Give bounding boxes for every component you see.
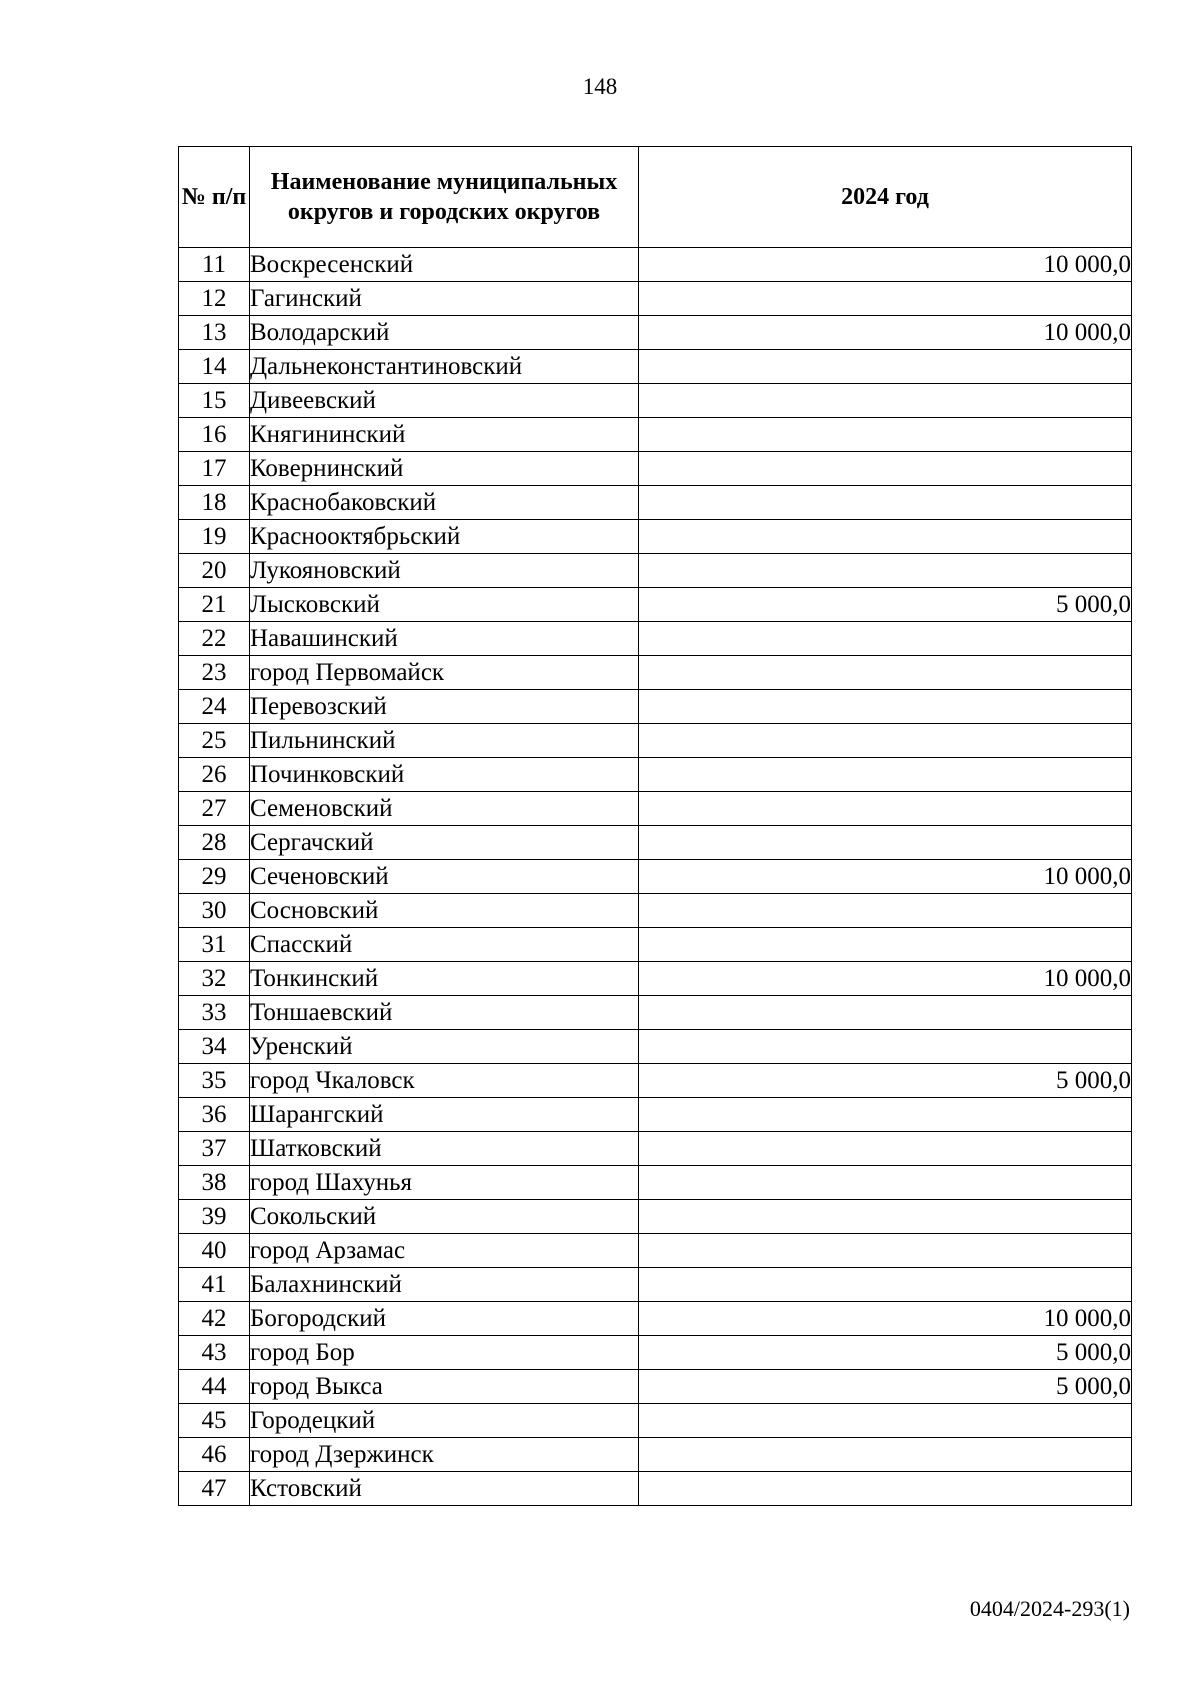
- row-name: Навашинский: [250, 622, 639, 656]
- row-number: 42: [179, 1302, 250, 1336]
- row-value: [639, 724, 1132, 758]
- row-number: 46: [179, 1438, 250, 1472]
- table-row: [179, 1200, 1132, 1234]
- table-row: [179, 656, 1132, 690]
- row-value: [639, 656, 1132, 690]
- row-number: 45: [179, 1404, 250, 1438]
- row-name: город Чкаловск: [250, 1064, 639, 1098]
- table-row: [179, 622, 1132, 656]
- row-name: Сосновский: [250, 894, 639, 928]
- row-number: 43: [179, 1336, 250, 1370]
- row-name: Сокольский: [250, 1200, 639, 1234]
- table-row: [179, 520, 1132, 554]
- row-number: 40: [179, 1234, 250, 1268]
- table-row: [179, 1472, 1132, 1506]
- row-value: [639, 1166, 1132, 1200]
- table-row: [179, 384, 1132, 418]
- row-name: Ковернинский: [250, 452, 639, 486]
- table-row: [179, 1132, 1132, 1166]
- table-row: [179, 1030, 1132, 1064]
- row-name: Дивеевский: [250, 384, 639, 418]
- row-number: 17: [179, 452, 250, 486]
- row-value: [639, 350, 1132, 384]
- table-row: [179, 962, 1132, 996]
- row-name: Гагинский: [250, 282, 639, 316]
- row-value: [639, 1268, 1132, 1302]
- table-row: [179, 724, 1132, 758]
- row-name: Богородский: [250, 1302, 639, 1336]
- row-number: 39: [179, 1200, 250, 1234]
- table-row: [179, 1166, 1132, 1200]
- row-number: 34: [179, 1030, 250, 1064]
- row-number: 22: [179, 622, 250, 656]
- row-value: [639, 554, 1132, 588]
- table-row: [179, 792, 1132, 826]
- row-number: 18: [179, 486, 250, 520]
- row-value: [639, 1438, 1132, 1472]
- row-name: город Бор: [250, 1336, 639, 1370]
- row-number: 33: [179, 996, 250, 1030]
- row-number: 30: [179, 894, 250, 928]
- row-value: 5 000,0: [639, 1064, 1132, 1098]
- row-value: [639, 826, 1132, 860]
- table-row: [179, 758, 1132, 792]
- row-number: 38: [179, 1166, 250, 1200]
- row-number: 37: [179, 1132, 250, 1166]
- row-value: 5 000,0: [639, 588, 1132, 622]
- row-value: 10 000,0: [639, 248, 1132, 282]
- row-name: Шарангский: [250, 1098, 639, 1132]
- row-name: Спасский: [250, 928, 639, 962]
- row-name: Починковский: [250, 758, 639, 792]
- row-value: [639, 520, 1132, 554]
- table-row: [179, 826, 1132, 860]
- row-number: 13: [179, 316, 250, 350]
- row-value: 10 000,0: [639, 316, 1132, 350]
- row-number: 24: [179, 690, 250, 724]
- table-row: [179, 1268, 1132, 1302]
- row-value: [639, 792, 1132, 826]
- table-row: [179, 282, 1132, 316]
- row-value: [639, 452, 1132, 486]
- row-number: 35: [179, 1064, 250, 1098]
- row-name: Перевозский: [250, 690, 639, 724]
- row-value: [639, 690, 1132, 724]
- row-number: 29: [179, 860, 250, 894]
- table-row: [179, 554, 1132, 588]
- row-name: Балахнинский: [250, 1268, 639, 1302]
- row-name: Воскресенский: [250, 248, 639, 282]
- table-row: [179, 452, 1132, 486]
- row-value: [639, 1132, 1132, 1166]
- row-value: 10 000,0: [639, 860, 1132, 894]
- row-value: [639, 758, 1132, 792]
- row-number: 12: [179, 282, 250, 316]
- row-name: Лукояновский: [250, 554, 639, 588]
- row-value: [639, 486, 1132, 520]
- page-number: 148: [582, 74, 618, 99]
- row-number: 27: [179, 792, 250, 826]
- header-num: № п/п: [179, 147, 250, 248]
- table-row: [179, 418, 1132, 452]
- table-row: [179, 486, 1132, 520]
- row-name: Тонкинский: [250, 962, 639, 996]
- row-name: Кстовский: [250, 1472, 639, 1506]
- document-code: 0404/2024-293(1): [969, 1596, 1130, 1621]
- row-value: [639, 996, 1132, 1030]
- row-number: 14: [179, 350, 250, 384]
- table-row: [179, 588, 1132, 622]
- row-value: [639, 622, 1132, 656]
- table-row: [179, 894, 1132, 928]
- table-header-row: [179, 147, 1132, 248]
- table-row: [179, 350, 1132, 384]
- row-name: Сеченовский: [250, 860, 639, 894]
- row-value: 10 000,0: [639, 962, 1132, 996]
- row-name: город Арзамас: [250, 1234, 639, 1268]
- row-number: 31: [179, 928, 250, 962]
- row-value: [639, 418, 1132, 452]
- table-row: [179, 996, 1132, 1030]
- row-number: 15: [179, 384, 250, 418]
- row-value: [639, 1030, 1132, 1064]
- row-name: Шатковский: [250, 1132, 639, 1166]
- row-value: [639, 384, 1132, 418]
- table-row: [179, 860, 1132, 894]
- table-row: [179, 928, 1132, 962]
- row-name: город Выкса: [250, 1370, 639, 1404]
- row-value: [639, 1404, 1132, 1438]
- row-value: [639, 928, 1132, 962]
- row-number: 32: [179, 962, 250, 996]
- row-number: 23: [179, 656, 250, 690]
- row-value: 10 000,0: [639, 1302, 1132, 1336]
- row-value: [639, 282, 1132, 316]
- row-number: 47: [179, 1472, 250, 1506]
- row-number: 26: [179, 758, 250, 792]
- row-number: 11: [179, 248, 250, 282]
- row-value: [639, 1472, 1132, 1506]
- row-number: 44: [179, 1370, 250, 1404]
- row-name: город Шахунья: [250, 1166, 639, 1200]
- row-name: Володарский: [250, 316, 639, 350]
- table-row: [179, 1064, 1132, 1098]
- row-name: Дальнеконстантиновский: [250, 350, 639, 384]
- row-value: [639, 894, 1132, 928]
- table-row: [179, 1302, 1132, 1336]
- row-name: Лысковский: [250, 588, 639, 622]
- row-value: 5 000,0: [639, 1336, 1132, 1370]
- row-value: [639, 1098, 1132, 1132]
- table-row: [179, 1098, 1132, 1132]
- row-number: 28: [179, 826, 250, 860]
- row-number: 19: [179, 520, 250, 554]
- table-row: [179, 1336, 1132, 1370]
- row-name: Тоншаевский: [250, 996, 639, 1030]
- table-row: [179, 1438, 1132, 1472]
- row-number: 21: [179, 588, 250, 622]
- row-number: 25: [179, 724, 250, 758]
- row-number: 20: [179, 554, 250, 588]
- row-number: 41: [179, 1268, 250, 1302]
- row-number: 16: [179, 418, 250, 452]
- row-value: [639, 1234, 1132, 1268]
- table-row: [179, 1404, 1132, 1438]
- row-name: Городецкий: [250, 1404, 639, 1438]
- row-name: Краснооктябрьский: [250, 520, 639, 554]
- row-name: город Первомайск: [250, 656, 639, 690]
- row-name: Княгининский: [250, 418, 639, 452]
- table-row: [179, 248, 1132, 282]
- row-name: Сергачский: [250, 826, 639, 860]
- row-name: Пильнинский: [250, 724, 639, 758]
- table-row: [179, 1234, 1132, 1268]
- row-number: 36: [179, 1098, 250, 1132]
- row-value: 5 000,0: [639, 1370, 1132, 1404]
- row-name: Краснобаковский: [250, 486, 639, 520]
- table-row: [179, 690, 1132, 724]
- header-year: 2024 год: [639, 147, 1132, 248]
- header-name: Наименование муниципальных округов и городских округов: [250, 147, 639, 248]
- table-row: [179, 1370, 1132, 1404]
- row-name: Уренский: [250, 1030, 639, 1064]
- municipalities-table: [178, 146, 1132, 1506]
- row-value: [639, 1200, 1132, 1234]
- row-name: город Дзержинск: [250, 1438, 639, 1472]
- row-name: Семеновский: [250, 792, 639, 826]
- table-row: [179, 316, 1132, 350]
